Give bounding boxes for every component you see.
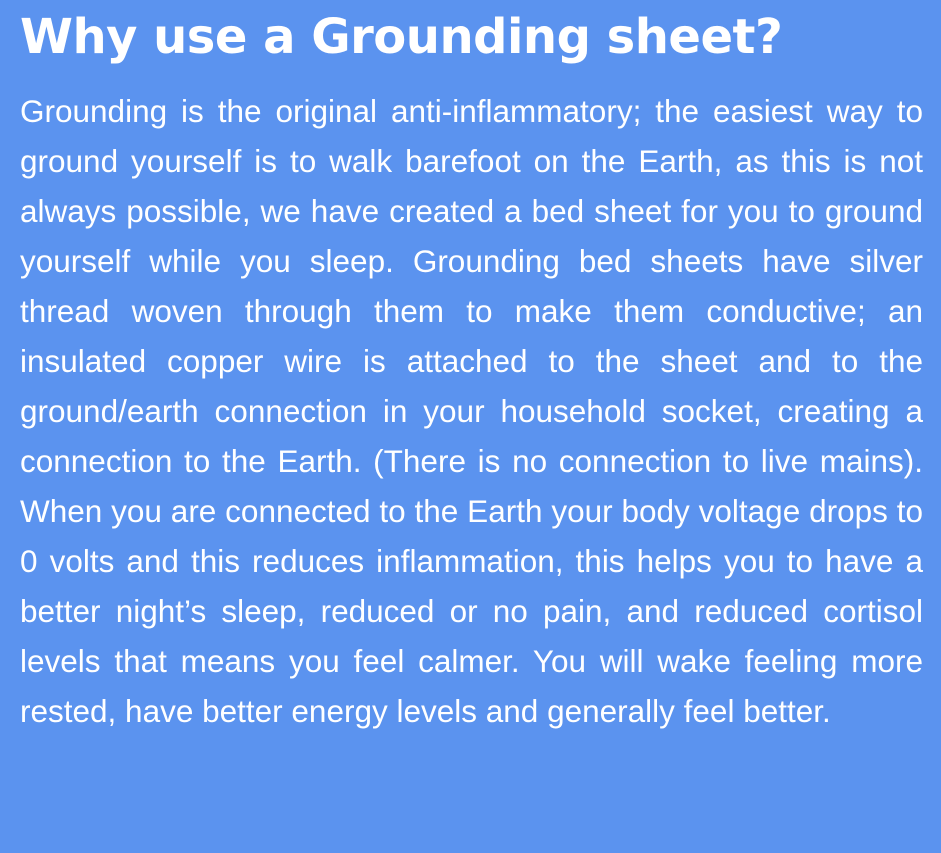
- page-title: Why use a Grounding sheet?: [20, 9, 783, 65]
- body-paragraph: Grounding is the original anti-inflammatory; the easiest way to ground yourself is to walk barefoot on the Earth, as this is not always possible, we have created a bed sheet for you to ground yourself while you sleep. Grounding bed sheets have silver thread woven through them to make them conductive; an insulated copper wire is attached to the sheet and to the ground/earth connection in your household socket, creating a connection to the Earth. (There is no connection to live mains). When you are connected to the Earth your body voltage drops to 0 volts and this reduces inflammation, this helps you to have a better night’s sleep, reduced or no pain, and reduced cortisol levels that means you feel calmer. You will wake feeling more rested, have better energy levels and generally feel better.: [20, 93, 923, 729]
